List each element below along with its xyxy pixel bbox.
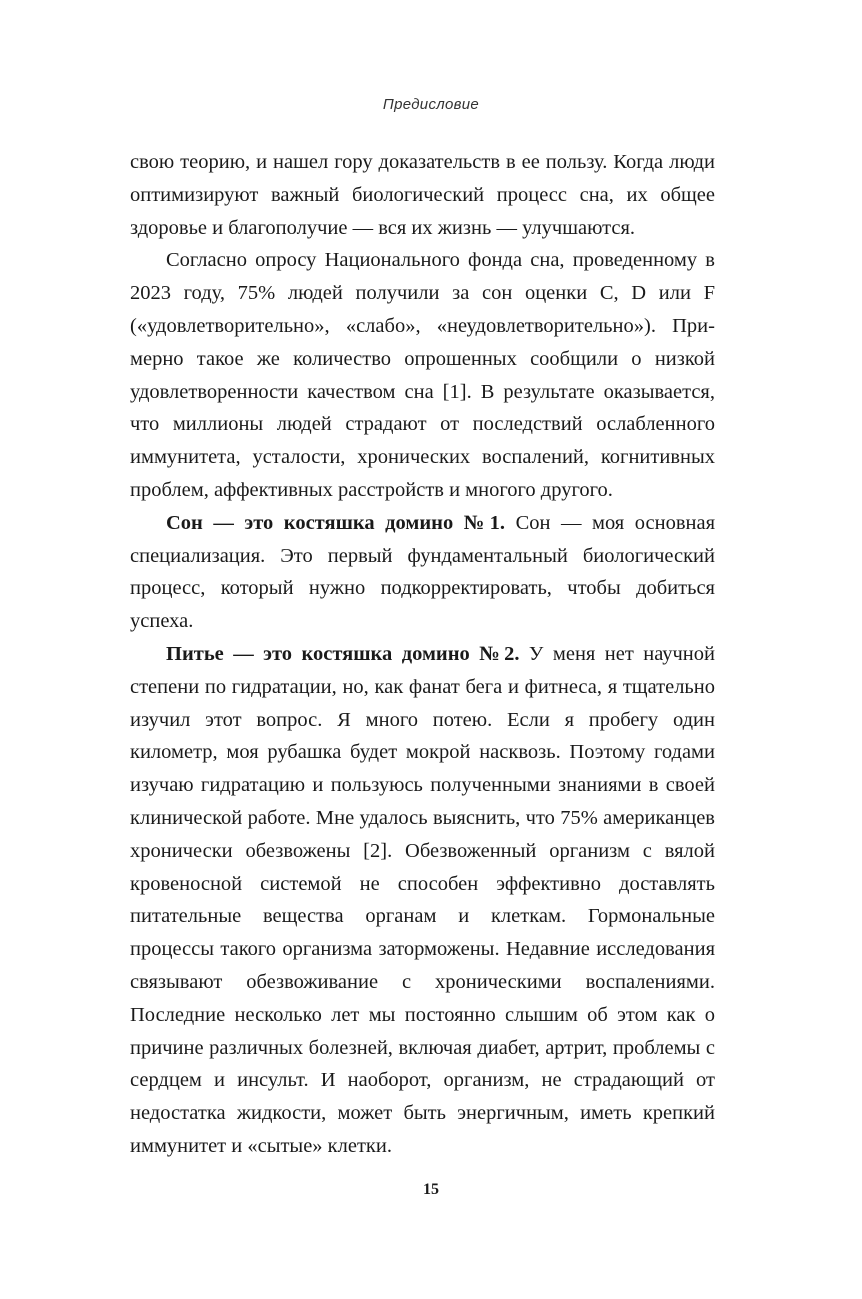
running-head: Предисловие — [382, 96, 480, 113]
body-text — [130, 146, 715, 1163]
page-number: 15 — [423, 1181, 439, 1198]
paragraph-3-lead: Сон — это костяшка домино №1. — [166, 511, 506, 534]
paragraph-4-text: У меня нет научной степени по гидратации, но, как фанат бега и фитнеса, я тщательно изучил этот вопрос. Я много потею. Если я пробегу один километр, моя рубашка будет мокрой насквозь. Поэтому годами изучаю гидратацию и пользуюсь полученными знаниями в своей клинической работе. Мне удалось выяснить, что 75% американцев хронически обезвожены [2]. Обезвоженный организм с вялой кровеносной системой не способен эффективно доставлять питательные вещества органам и клеткам. Гормональные процессы такого организма заторможены. Недавние исследования связывают обезвоживание с хроническими воспалениями. Последние несколько лет мы постоянно слышим об этом как о причине различных болезней, включая диабет, артрит, проблемы с сердцем и инсульт. И наоборот, организм, не страдающий от недостатка жидкости, может быть энергичным, иметь крепкий иммунитет и «сытые» клетки. — [130, 642, 716, 1157]
paragraph-4 — [130, 638, 715, 1163]
paragraph-1: свою теорию, и нашел гору доказательств в ее пользу. Когда люди оптимизируют важный биологический процесс сна, их общее здоровье и благополучие — вся их жизнь — улучшаются. — [130, 151, 715, 239]
paragraph-4-lead: Питье — это костяшка домино №2. — [166, 642, 520, 665]
paragraph-3 — [130, 507, 715, 638]
paragraph-3-text: Сон — моя основная специализация. Это первый фундаментальный биологический процесс, который нужно подкорректировать, чтобы добиться успеха. — [130, 511, 715, 633]
paragraph-2: Согласно опросу Национального фонда сна, проведенному в 2023 году, 75% людей получили за сон оценки C, D или F («удовлетворительно», «слабо», «неудовлетворительно»). Примерно такое же количество опрошенных сообщили о низкой удовлетворенности качеством сна [1]. В результате оказывается, что миллионы людей страдают от последствий ослабленного иммунитета, усталости, хронических воспалений, когнитивных проблем, аффективных расстройств и многого другого. — [130, 249, 715, 501]
